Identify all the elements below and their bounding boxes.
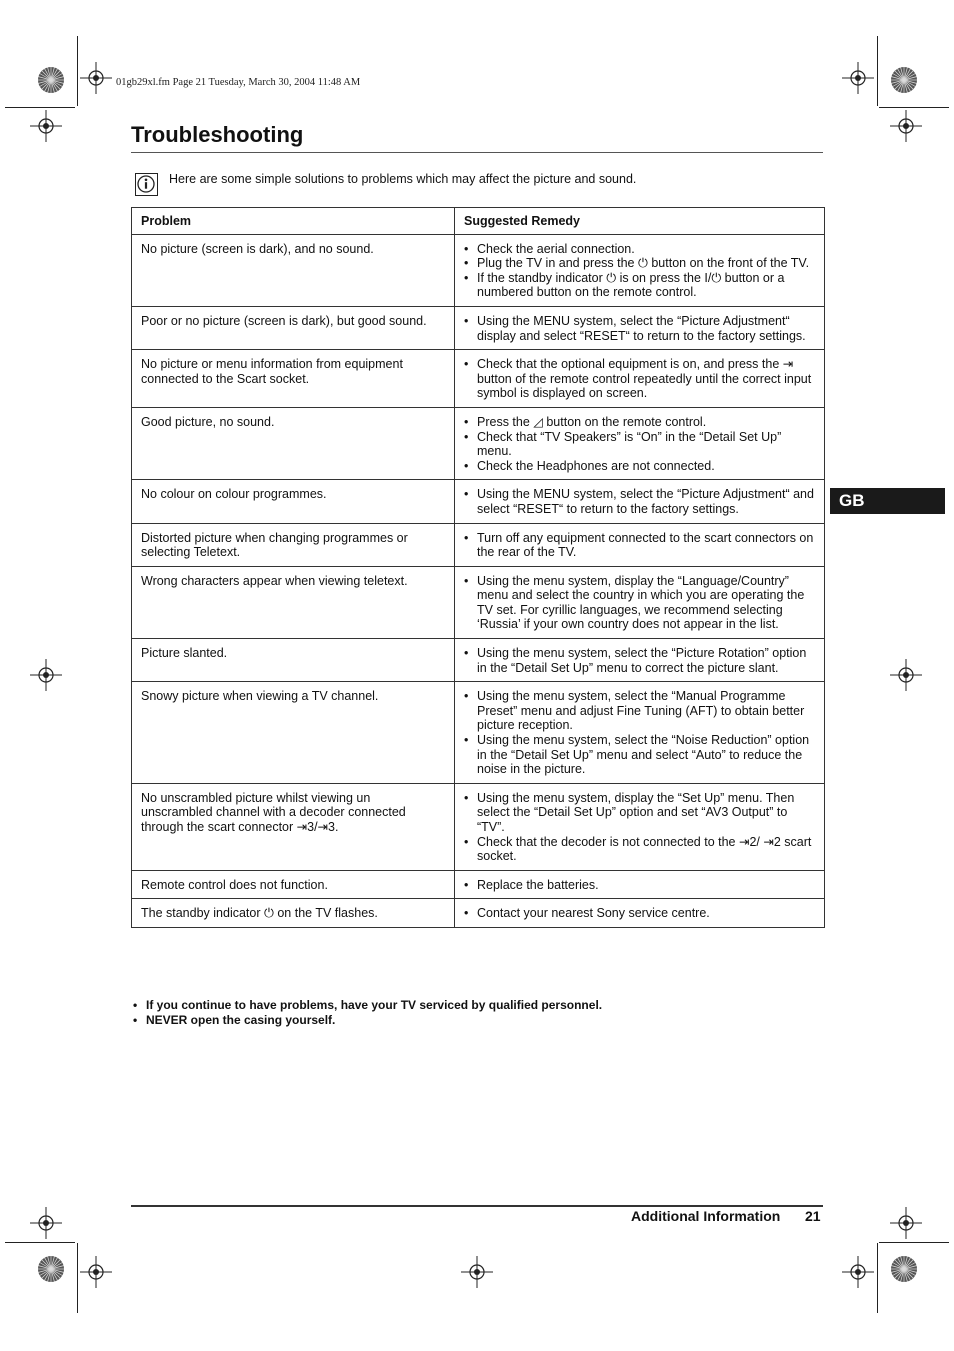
- remedy-cell: [455, 407, 825, 479]
- troubleshooting-table: [131, 207, 825, 928]
- remedy-cell: [455, 783, 825, 870]
- page-number: 21: [805, 1208, 821, 1224]
- table-row: [132, 783, 825, 870]
- remedy-item: • Using the MENU system, select the “Picture Adjustment“ and select “RESET“ to return to the factory settings.: [464, 487, 815, 516]
- remedy-cell: [455, 350, 825, 408]
- registration-mark-icon: [890, 110, 922, 142]
- remedy-list: [464, 415, 815, 473]
- registration-mark-icon: [890, 1207, 922, 1239]
- crop-mark: [5, 1242, 75, 1243]
- remedy-list: [464, 906, 815, 921]
- remedy-cell: [455, 899, 825, 928]
- remedy-item: • Contact your nearest Sony service centre.: [464, 906, 815, 921]
- language-tab: GB: [830, 488, 945, 514]
- remedy-list: [464, 689, 815, 777]
- problem-cell: No picture (screen is dark), and no sound.: [132, 234, 455, 306]
- remedy-list: [464, 878, 815, 893]
- crop-mark: [77, 1243, 78, 1313]
- table-row: [132, 566, 825, 638]
- crop-mark: [877, 36, 878, 106]
- remedy-cell: [455, 234, 825, 306]
- registration-mark-icon: [80, 62, 112, 94]
- remedy-item: • Using the menu system, select the “Manual Programme Preset” menu and adjust Fine Tuning (AFT) to obtain better picture reception.: [464, 689, 815, 733]
- remedy-cell: [455, 566, 825, 638]
- remedy-item: • Plug the TV in and press the ⏻ button on the front of the TV.: [464, 256, 815, 271]
- crop-mark: [5, 107, 75, 108]
- problem-cell: No picture or menu information from equipment connected to the Scart socket.: [132, 350, 455, 408]
- table-row: [132, 407, 825, 479]
- crop-mark: [877, 1243, 878, 1313]
- intro-text: Here are some simple solutions to problems which may affect the picture and sound.: [169, 172, 637, 186]
- remedy-column-header: Suggested Remedy: [455, 208, 825, 235]
- problem-cell: Picture slanted.: [132, 639, 455, 682]
- footer-divider: [131, 1205, 823, 1207]
- remedy-cell: [455, 870, 825, 899]
- remedy-list: [464, 242, 815, 300]
- remedy-item: • Press the ◿ button on the remote control.: [464, 415, 815, 430]
- remedy-item: • Using the menu system, select the “Picture Rotation” option in the “Detail Set Up” menu to correct the picture slant.: [464, 646, 815, 675]
- registration-mark-icon: [461, 1256, 493, 1288]
- warning-list: [133, 998, 602, 1027]
- remedy-list: [464, 791, 815, 864]
- problem-cell: Wrong characters appear when viewing teletext.: [132, 566, 455, 638]
- color-target-icon: [890, 1255, 918, 1283]
- color-target-icon: [37, 1255, 65, 1283]
- remedy-list: [464, 531, 815, 560]
- remedy-item: • If the standby indicator ⏻ is on press the I/⏻ button or a numbered button on the remote control.: [464, 271, 815, 300]
- remedy-item: • Check that the optional equipment is on, and press the ⇥ button of the remote control repeatedly until the correct input symbol is displayed on screen.: [464, 357, 815, 401]
- remedy-item: • Check the aerial connection.: [464, 242, 815, 257]
- table-row: [132, 234, 825, 306]
- table-row: [132, 870, 825, 899]
- problem-cell: The standby indicator ⏻ on the TV flashes.: [132, 899, 455, 928]
- remedy-list: [464, 574, 815, 632]
- registration-mark-icon: [30, 659, 62, 691]
- remedy-cell: [455, 682, 825, 784]
- remedy-item: • Turn off any equipment connected to the scart connectors on the rear of the TV.: [464, 531, 815, 560]
- remedy-cell: [455, 480, 825, 523]
- table-row: [132, 523, 825, 566]
- remedy-item: • Check the Headphones are not connected.: [464, 459, 815, 474]
- color-target-icon: [890, 66, 918, 94]
- registration-mark-icon: [80, 1256, 112, 1288]
- problem-cell: No colour on colour programmes.: [132, 480, 455, 523]
- registration-mark-icon: [890, 659, 922, 691]
- table-row: [132, 306, 825, 349]
- remedy-list: [464, 487, 815, 516]
- problem-cell: Snowy picture when viewing a TV channel.: [132, 682, 455, 784]
- crop-mark: [879, 107, 949, 108]
- table-row: [132, 480, 825, 523]
- remedy-cell: [455, 306, 825, 349]
- warning-item: • NEVER open the casing yourself.: [133, 1013, 602, 1028]
- info-i-icon: [135, 173, 158, 196]
- remedy-item: • Using the menu system, select the “Noise Reduction” option in the “Detail Set Up” menu and select “Auto” to reduce the noise in the picture.: [464, 733, 815, 777]
- remedy-item: • Using the menu system, display the “Language/Country” menu and select the country in which you are operating the TV set. For cyrillic languages, we recommend selecting ‘Russia’ if your own country does not appear in the list.: [464, 574, 815, 632]
- table-row: [132, 682, 825, 784]
- problem-cell: Remote control does not function.: [132, 870, 455, 899]
- registration-mark-icon: [842, 1256, 874, 1288]
- remedy-list: [464, 357, 815, 401]
- registration-mark-icon: [842, 62, 874, 94]
- remedy-cell: [455, 523, 825, 566]
- registration-mark-icon: [30, 110, 62, 142]
- remedy-item: • Check that the decoder is not connected to the ⇥2/ ⇥2 scart socket.: [464, 835, 815, 864]
- problem-cell: Poor or no picture (screen is dark), but good sound.: [132, 306, 455, 349]
- color-target-icon: [37, 66, 65, 94]
- table-row: [132, 350, 825, 408]
- remedy-item: • Check that “TV Speakers” is “On” in the “Detail Set Up” menu.: [464, 430, 815, 459]
- table-header-row: [132, 208, 825, 235]
- remedy-item: • Using the menu system, display the “Set Up” menu. Then select the “Detail Set Up” option and set “AV3 Output” to “TV”.: [464, 791, 815, 835]
- remedy-list: [464, 646, 815, 675]
- problem-cell: No unscrambled picture whilst viewing un unscrambled channel with a decoder connected through the scart connector ⇥3/⇥3.: [132, 783, 455, 870]
- page-title: Troubleshooting: [131, 122, 304, 147]
- problem-column-header: Problem: [132, 208, 455, 235]
- remedy-item: • Replace the batteries.: [464, 878, 815, 893]
- table-row: [132, 899, 825, 928]
- registration-mark-icon: [30, 1207, 62, 1239]
- problem-cell: Good picture, no sound.: [132, 407, 455, 479]
- problem-cell: Distorted picture when changing programmes or selecting Teletext.: [132, 523, 455, 566]
- remedy-list: [464, 314, 815, 343]
- remedy-item: • Using the MENU system, select the “Picture Adjustment“ display and select “RESET“ to return to the factory settings.: [464, 314, 815, 343]
- crop-mark: [77, 36, 78, 106]
- title-divider: [131, 152, 823, 153]
- file-info-header: 01gb29xl.fm Page 21 Tuesday, March 30, 2004 11:48 AM: [116, 77, 361, 88]
- footer-section-title: Additional Information: [631, 1208, 781, 1224]
- warning-item: • If you continue to have problems, have your TV serviced by qualified personnel.: [133, 998, 602, 1013]
- table-row: [132, 639, 825, 682]
- remedy-cell: [455, 639, 825, 682]
- crop-mark: [879, 1242, 949, 1243]
